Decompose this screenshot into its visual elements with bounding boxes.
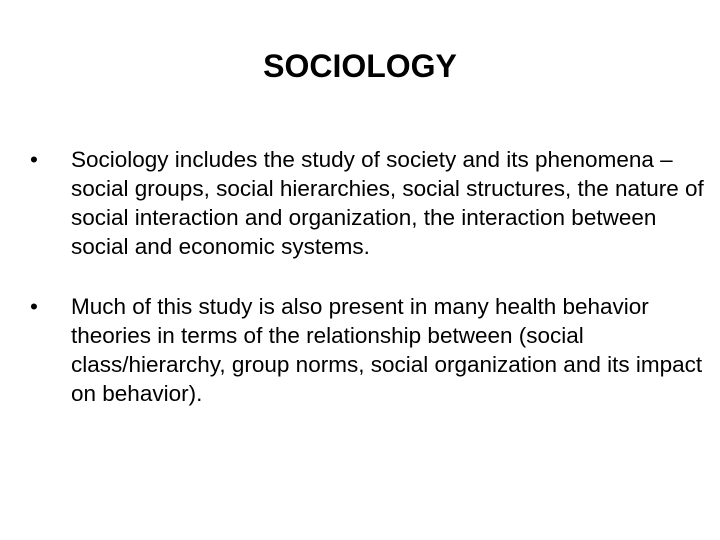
slide-title: SOCIOLOGY [263,48,457,84]
bullet-text: Much of this study is also present in many health behavior theories in terms of the relationship between (social class/hierarchy, group norms, social organization and its impact on behavior). [71,294,703,406]
bullet-item [30,292,710,408]
bullet-text: Sociology includes the study of society and its phenomena – social groups, social hierarchies, social structures, the nature of social interaction and organization, the interaction between social and economic systems. [71,147,704,259]
bullet-marker: • [30,294,38,319]
bullet-marker: • [30,147,38,172]
bullet-list [30,145,710,439]
bullet-item [30,145,710,261]
